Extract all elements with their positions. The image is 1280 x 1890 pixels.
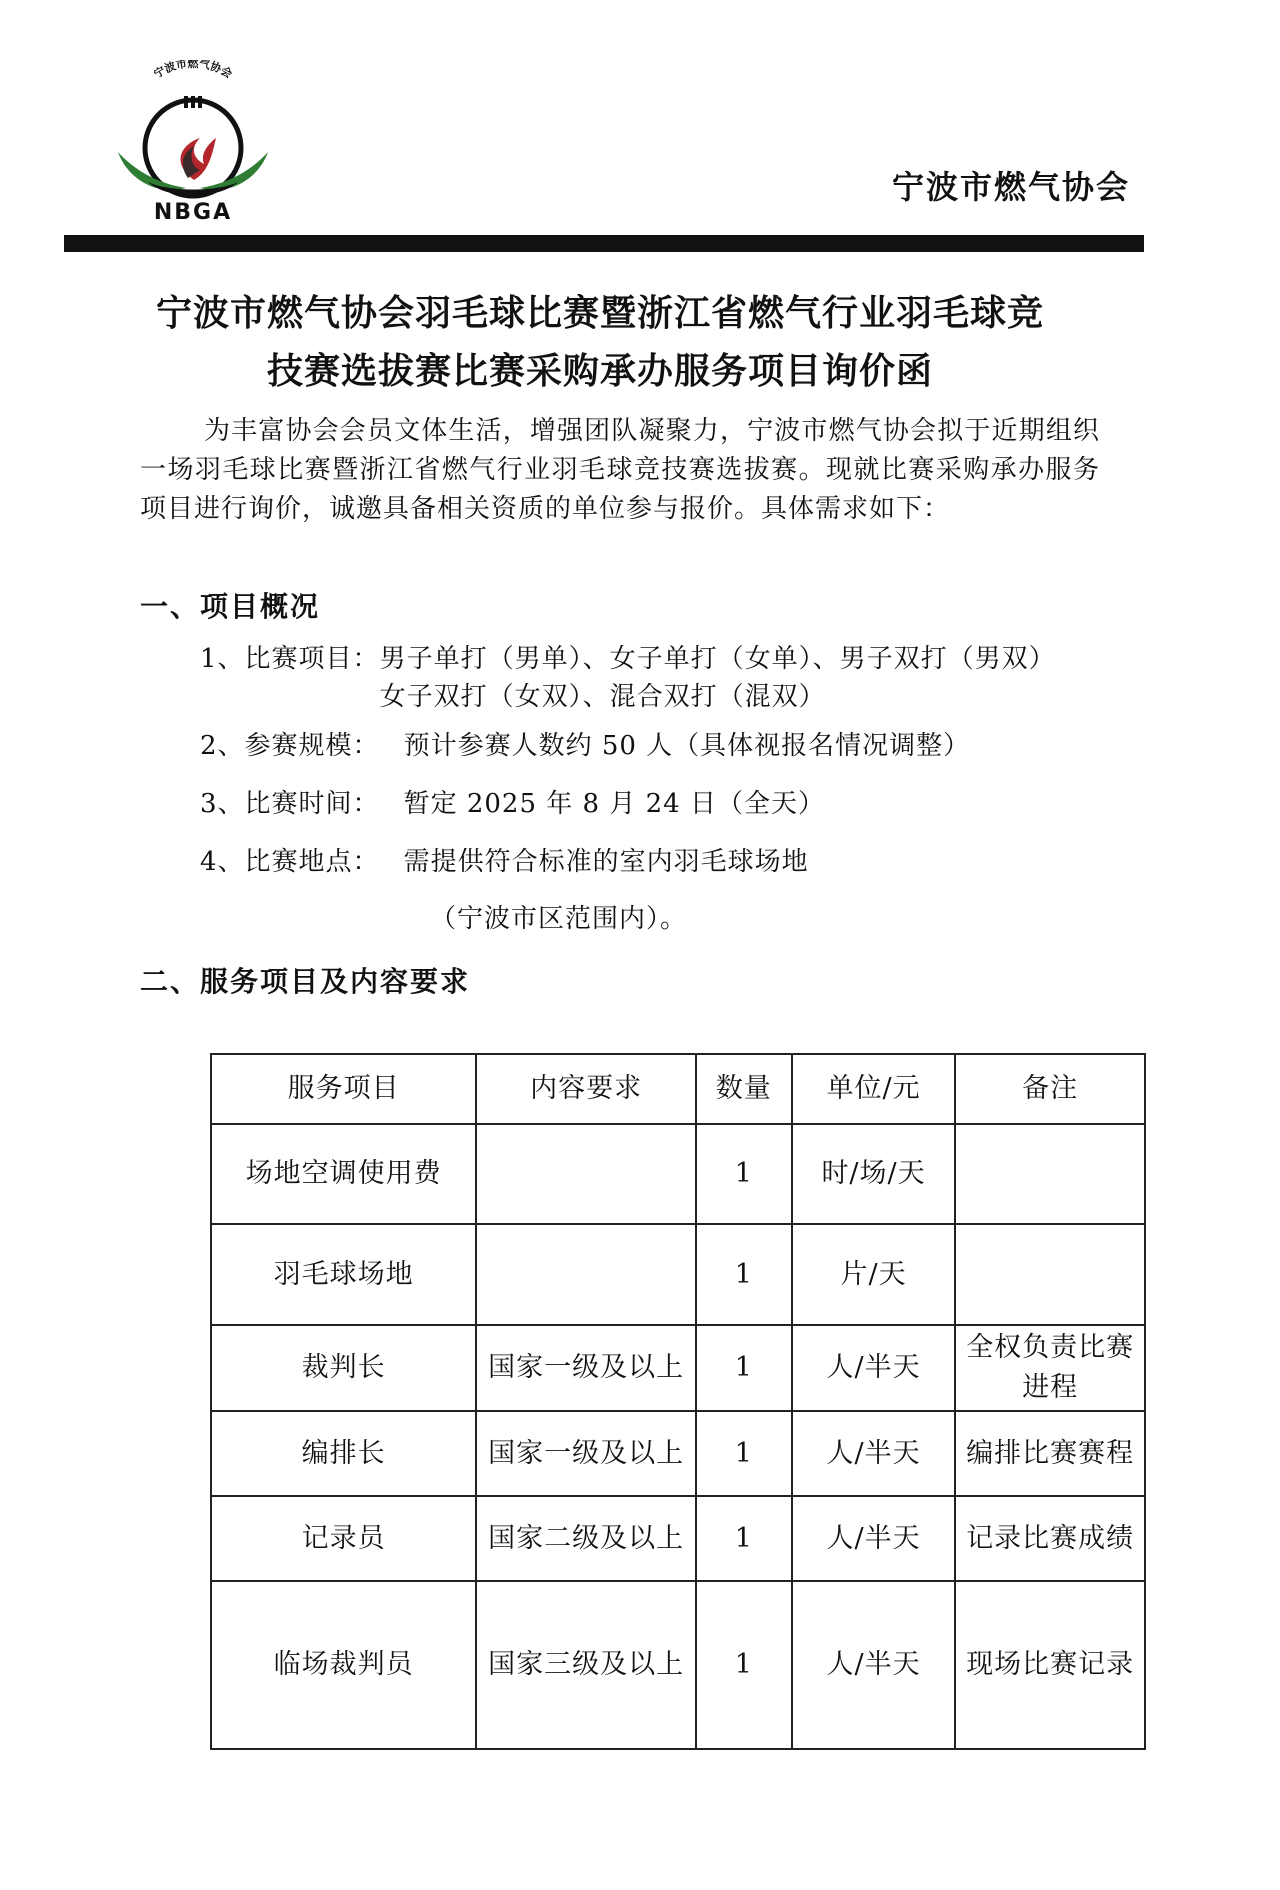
document-title: [100, 285, 1100, 401]
item-value: 需提供符合标准的室内羽毛球场地: [403, 847, 809, 877]
cell-unit: 人/半天: [792, 1411, 956, 1496]
cell-requirement: 国家二级及以上: [476, 1496, 696, 1581]
item-number: 1、: [200, 644, 245, 674]
overview-item-4: [200, 843, 809, 881]
section-2-heading: 二、服务项目及内容要求: [140, 965, 471, 998]
cell-quantity: 1: [696, 1124, 792, 1224]
title-line-2: 技赛选拔赛比赛采购承办服务项目询价函: [266, 351, 933, 392]
cell-requirement: [476, 1124, 696, 1224]
cell-requirement: [476, 1224, 696, 1325]
intro-paragraph: 为丰富协会会员文体生活，增强团队凝聚力，宁波市燃气协会拟于近期组织一场羽毛球比赛暨浙江省燃气行业羽毛球竞技赛选拔赛。现就比赛采购承办服务项目进行询价，诚邀具备相关资质的单位参与报价。具体需求如下：: [140, 416, 1100, 524]
nbga-emblem-icon: [108, 60, 278, 210]
cell-quantity: 1: [696, 1411, 792, 1496]
item-label: 比赛时间：: [244, 789, 380, 819]
cell-service: 记录员: [211, 1496, 476, 1581]
table-header-row: [211, 1054, 1145, 1124]
cell-unit: 片/天: [792, 1224, 956, 1325]
cell-service: 裁判长: [211, 1325, 476, 1411]
item-number: 2、: [200, 731, 245, 761]
table-row: [211, 1496, 1145, 1581]
header-divider-bar: [64, 235, 1144, 252]
overview-item-3: [200, 785, 825, 823]
cell-unit: 人/半天: [792, 1325, 956, 1411]
section-1-heading: 一、项目概况: [140, 590, 321, 623]
cell-remarks: 全权负责比赛进程: [955, 1325, 1145, 1411]
cell-remarks: [955, 1224, 1145, 1325]
table-row: [211, 1224, 1145, 1325]
table-row: [211, 1124, 1145, 1224]
logo-arc-text: 宁波市燃气协会: [151, 60, 235, 81]
cell-remarks: [955, 1124, 1145, 1224]
cell-quantity: 1: [696, 1581, 792, 1749]
header-unit: 单位/元: [792, 1054, 956, 1124]
table-row: [211, 1411, 1145, 1496]
item-number: 3、: [200, 789, 245, 819]
cell-unit: 时/场/天: [792, 1124, 956, 1224]
cell-quantity: 1: [696, 1224, 792, 1325]
cell-service: 场地空调使用费: [211, 1124, 476, 1224]
service-table: [210, 1053, 1146, 1750]
header-quantity: 数量: [696, 1054, 792, 1124]
item-value: 暂定 2025 年 8 月 24 日（全天）: [403, 789, 825, 819]
location-note: （宁波市区范围内）。: [430, 904, 688, 934]
cell-service: 编排长: [211, 1411, 476, 1496]
cell-requirement: 国家三级及以上: [476, 1581, 696, 1749]
cell-unit: 人/半天: [792, 1581, 956, 1749]
table-row: [211, 1325, 1145, 1411]
logo-letters: NBGA: [153, 200, 233, 225]
item-label: 比赛项目：: [244, 644, 380, 674]
cell-remarks: 现场比赛记录: [955, 1581, 1145, 1749]
cell-remarks: 记录比赛成绩: [955, 1496, 1145, 1581]
item-value: 男子单打（男单）、女子单打（女单）、男子双打（男双）女子双打（女双）、混合双打（混双）: [379, 644, 1056, 712]
org-name: 宁波市燃气协会: [891, 168, 1130, 206]
cell-quantity: 1: [696, 1325, 792, 1411]
cell-quantity: 1: [696, 1496, 792, 1581]
header-content-requirement: 内容要求: [476, 1054, 696, 1124]
cell-unit: 人/半天: [792, 1496, 956, 1581]
cell-service: 临场裁判员: [211, 1581, 476, 1749]
cell-requirement: 国家一级及以上: [476, 1411, 696, 1496]
cell-service: 羽毛球场地: [211, 1224, 476, 1325]
nbga-logo: [108, 60, 278, 230]
title-line-1: 宁波市燃气协会羽毛球比赛暨浙江省燃气行业羽毛球竞: [155, 293, 1044, 334]
table-row: [211, 1581, 1145, 1749]
item-label: 比赛地点：: [244, 847, 380, 877]
overview-item-1: [200, 640, 1080, 716]
header-service-item: 服务项目: [211, 1054, 476, 1124]
header-remarks: 备注: [955, 1054, 1145, 1124]
item-value: 预计参赛人数约 50 人（具体视报名情况调整）: [403, 731, 971, 761]
overview-item-2: [200, 727, 970, 765]
item-label: 参赛规模：: [244, 731, 380, 761]
cell-requirement: 国家一级及以上: [476, 1325, 696, 1411]
item-number: 4、: [200, 847, 245, 877]
cell-remarks: 编排比赛赛程: [955, 1411, 1145, 1496]
